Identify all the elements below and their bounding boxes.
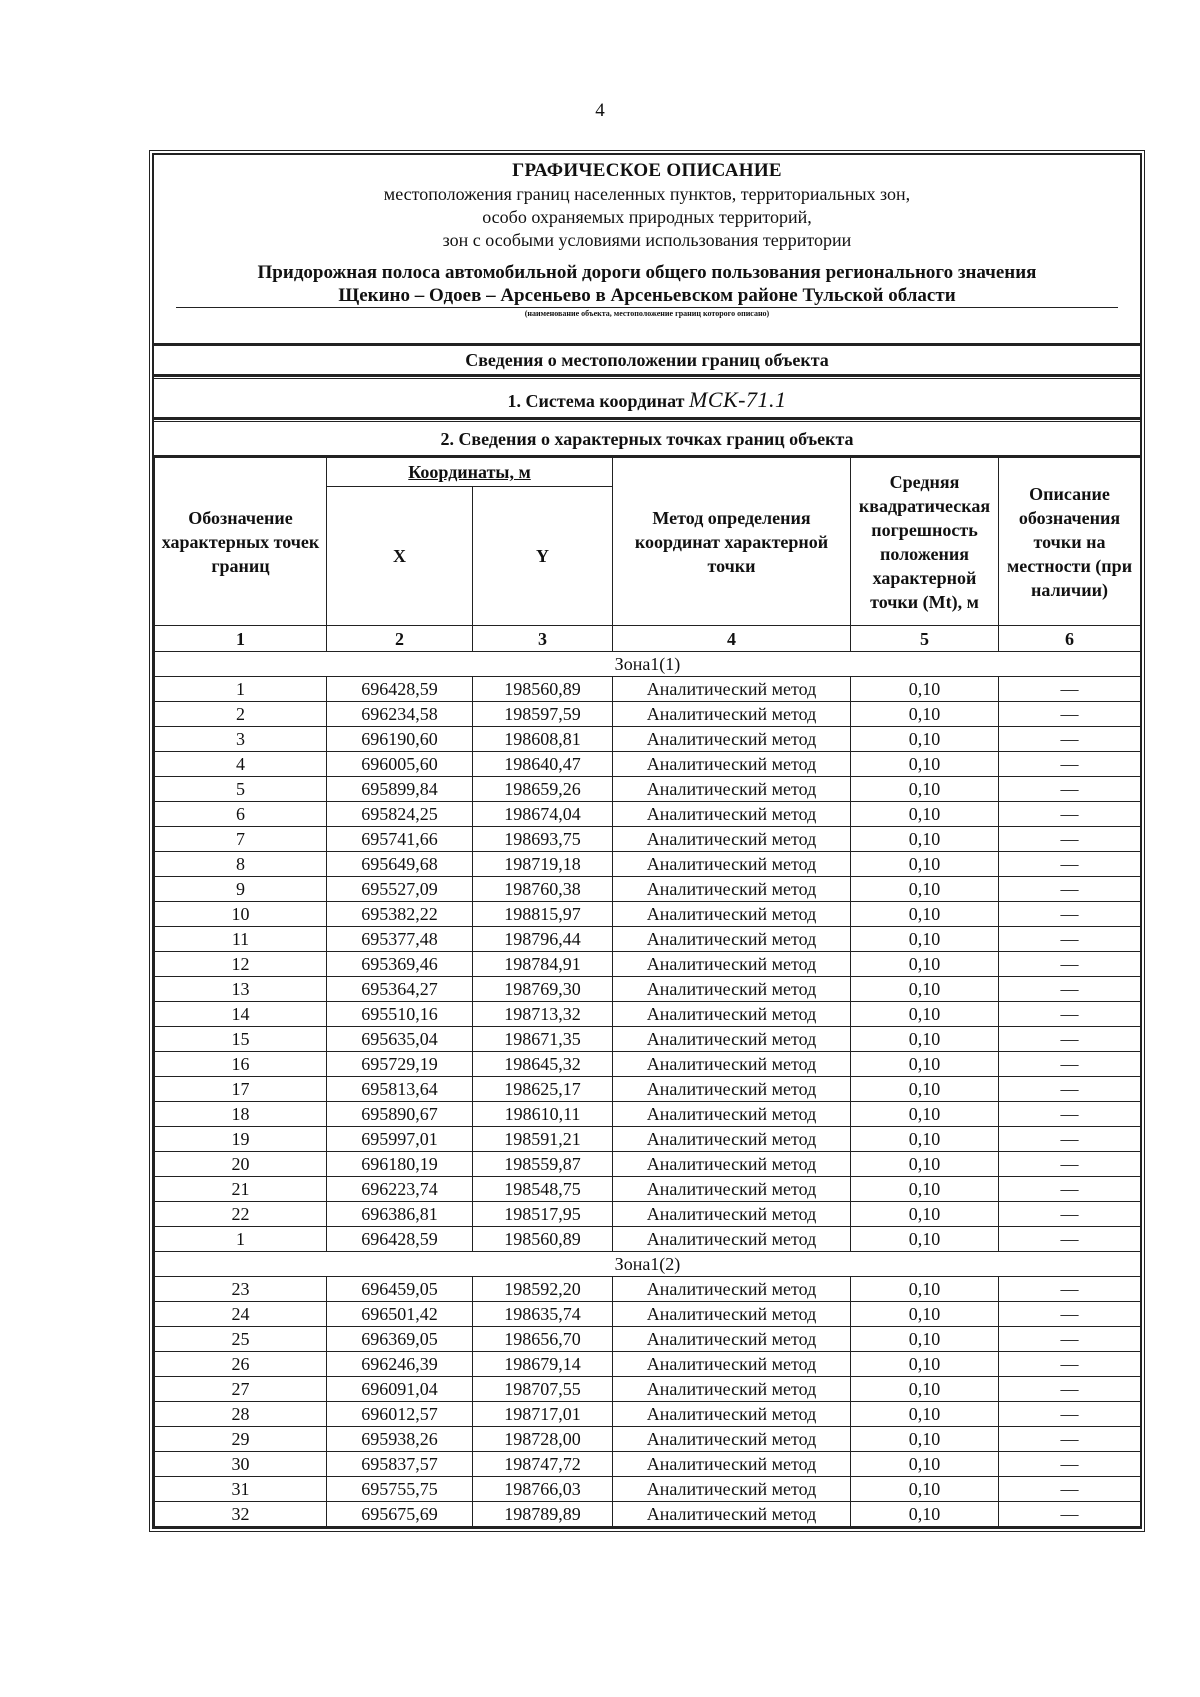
error-cell: 0,10: [851, 877, 999, 902]
error-cell: 0,10: [851, 902, 999, 927]
description-cell: —: [999, 1477, 1141, 1502]
method-cell: Аналитический метод: [613, 1302, 851, 1327]
point-id-cell: 23: [155, 1277, 327, 1302]
table-row: [155, 1277, 1141, 1302]
description-cell: —: [999, 1202, 1141, 1227]
x-coordinate-cell: 695377,48: [327, 927, 473, 952]
y-coordinate-cell: 198640,47: [473, 752, 613, 777]
y-coordinate-cell: 198679,14: [473, 1352, 613, 1377]
zone-label: Зона1(2): [155, 1252, 1141, 1277]
error-cell: 0,10: [851, 1027, 999, 1052]
point-id-cell: 22: [155, 1202, 327, 1227]
table-row: [155, 902, 1141, 927]
x-coordinate-cell: 695369,46: [327, 952, 473, 977]
table-row: [155, 1127, 1141, 1152]
error-cell: 0,10: [851, 752, 999, 777]
error-cell: 0,10: [851, 1127, 999, 1152]
method-cell: Аналитический метод: [613, 802, 851, 827]
column-number: 3: [473, 626, 613, 652]
x-coordinate-cell: 695890,67: [327, 1102, 473, 1127]
y-coordinate-cell: 198747,72: [473, 1452, 613, 1477]
error-cell: 0,10: [851, 1452, 999, 1477]
x-coordinate-cell: 695382,22: [327, 902, 473, 927]
page-number: 4: [595, 100, 605, 121]
point-id-cell: 27: [155, 1377, 327, 1402]
point-id-cell: 28: [155, 1402, 327, 1427]
description-cell: —: [999, 1152, 1141, 1177]
x-coordinate-cell: 695635,04: [327, 1027, 473, 1052]
table-row: [155, 952, 1141, 977]
point-id-cell: 17: [155, 1077, 327, 1102]
x-coordinate-cell: 696091,04: [327, 1377, 473, 1402]
x-coordinate-cell: 695364,27: [327, 977, 473, 1002]
table-row: [155, 802, 1141, 827]
x-coordinate-cell: 696386,81: [327, 1202, 473, 1227]
method-cell: Аналитический метод: [613, 1477, 851, 1502]
table-row: [155, 752, 1141, 777]
point-id-cell: 12: [155, 952, 327, 977]
y-coordinate-cell: 198815,97: [473, 902, 613, 927]
point-id-cell: 3: [155, 727, 327, 752]
table-row: [155, 1452, 1141, 1477]
y-coordinate-cell: 198659,26: [473, 777, 613, 802]
x-coordinate-cell: 695675,69: [327, 1502, 473, 1527]
y-coordinate-cell: 198559,87: [473, 1152, 613, 1177]
y-coordinate-cell: 198608,81: [473, 727, 613, 752]
error-cell: 0,10: [851, 852, 999, 877]
point-id-cell: 9: [155, 877, 327, 902]
method-cell: Аналитический метод: [613, 1352, 851, 1377]
x-coordinate-cell: 696005,60: [327, 752, 473, 777]
object-name-line-2: Щекино – Одоев – Арсеньево в Арсеньевском районе Тульской области: [176, 284, 1118, 308]
table-row: [155, 1027, 1141, 1052]
subtitle-line-3: зон с особыми условиями использования территории: [442, 230, 852, 250]
table-row: [155, 677, 1141, 702]
error-cell: 0,10: [851, 1277, 999, 1302]
table-row: [155, 827, 1141, 852]
description-cell: —: [999, 1502, 1141, 1527]
description-cell: —: [999, 1402, 1141, 1427]
point-id-cell: 4: [155, 752, 327, 777]
x-coordinate-cell: 695837,57: [327, 1452, 473, 1477]
x-coordinate-cell: 695527,09: [327, 877, 473, 902]
table-row: [155, 1327, 1141, 1352]
x-coordinate-cell: 695938,26: [327, 1427, 473, 1452]
point-id-cell: 21: [155, 1177, 327, 1202]
header-y: Y: [473, 487, 613, 626]
header-error: [851, 458, 999, 626]
description-cell: —: [999, 1127, 1141, 1152]
method-cell: Аналитический метод: [613, 827, 851, 852]
coord-system-value: МСК-71.1: [689, 387, 787, 412]
y-coordinate-cell: 198656,70: [473, 1327, 613, 1352]
error-cell: 0,10: [851, 677, 999, 702]
point-id-cell: 25: [155, 1327, 327, 1352]
table-row: [155, 977, 1141, 1002]
x-coordinate-cell: 695649,68: [327, 852, 473, 877]
method-cell: Аналитический метод: [613, 1152, 851, 1177]
description-cell: —: [999, 1052, 1141, 1077]
x-coordinate-cell: 696428,59: [327, 677, 473, 702]
description-cell: —: [999, 777, 1141, 802]
table-row: [155, 1002, 1141, 1027]
description-cell: —: [999, 1027, 1141, 1052]
description-cell: —: [999, 1327, 1141, 1352]
table-row: [155, 1102, 1141, 1127]
error-cell: 0,10: [851, 1427, 999, 1452]
x-coordinate-cell: 696012,57: [327, 1402, 473, 1427]
header-point-designation: Обозначение характерных точек границ: [155, 458, 327, 626]
y-coordinate-cell: 198645,32: [473, 1052, 613, 1077]
error-cell: 0,10: [851, 1227, 999, 1252]
x-coordinate-cell: 695741,66: [327, 827, 473, 852]
header-description: Описание обозначения точки на местности (при наличии): [999, 458, 1141, 626]
error-cell: 0,10: [851, 727, 999, 752]
point-id-cell: 18: [155, 1102, 327, 1127]
error-cell: 0,10: [851, 1402, 999, 1427]
x-coordinate-cell: 696246,39: [327, 1352, 473, 1377]
table-row: [155, 1477, 1141, 1502]
method-cell: Аналитический метод: [613, 1427, 851, 1452]
description-cell: —: [999, 1427, 1141, 1452]
zone-label: Зона1(1): [155, 652, 1141, 677]
error-cell: 0,10: [851, 1352, 999, 1377]
x-coordinate-cell: 696428,59: [327, 1227, 473, 1252]
description-cell: —: [999, 1177, 1141, 1202]
point-id-cell: 1: [155, 677, 327, 702]
point-id-cell: 10: [155, 902, 327, 927]
zone-row: [155, 652, 1141, 677]
method-cell: Аналитический метод: [613, 1177, 851, 1202]
error-cell: 0,10: [851, 1502, 999, 1527]
method-cell: Аналитический метод: [613, 1077, 851, 1102]
y-coordinate-cell: 198784,91: [473, 952, 613, 977]
header-method: Метод определения координат характерной точки: [613, 458, 851, 626]
error-cell: 0,10: [851, 1327, 999, 1352]
error-cell: 0,10: [851, 702, 999, 727]
points-table: [154, 457, 1141, 1527]
method-cell: Аналитический метод: [613, 1277, 851, 1302]
description-cell: —: [999, 877, 1141, 902]
object-caption: (наименование объекта, местоположение границ которого описано): [524, 309, 770, 318]
x-coordinate-cell: 695997,01: [327, 1127, 473, 1152]
x-coordinate-cell: 695824,25: [327, 802, 473, 827]
error-cell: 0,10: [851, 927, 999, 952]
description-cell: —: [999, 677, 1141, 702]
column-number: 2: [327, 626, 473, 652]
x-coordinate-cell: 695510,16: [327, 1002, 473, 1027]
zone-row: [155, 1252, 1141, 1277]
description-cell: —: [999, 702, 1141, 727]
method-cell: Аналитический метод: [613, 777, 851, 802]
object-name-line-1: Придорожная полоса автомобильной дороги общего пользования регионального значения: [257, 262, 1037, 283]
method-cell: Аналитический метод: [613, 977, 851, 1002]
header-x: X: [327, 487, 473, 626]
point-id-cell: 5: [155, 777, 327, 802]
error-cell: 0,10: [851, 802, 999, 827]
method-cell: Аналитический метод: [613, 877, 851, 902]
x-coordinate-cell: 695729,19: [327, 1052, 473, 1077]
method-cell: Аналитический метод: [613, 1327, 851, 1352]
header-coordinates: Координаты, м: [327, 458, 613, 487]
table-row: [155, 1352, 1141, 1377]
y-coordinate-cell: 198789,89: [473, 1502, 613, 1527]
document-frame: [152, 153, 1142, 1529]
point-id-cell: 20: [155, 1152, 327, 1177]
description-cell: —: [999, 902, 1141, 927]
point-id-cell: 2: [155, 702, 327, 727]
header-error-text: Средняя квадратическая погрешность положения характерной точки (Mt), м: [858, 471, 991, 612]
point-id-cell: 19: [155, 1127, 327, 1152]
y-coordinate-cell: 198597,59: [473, 702, 613, 727]
y-coordinate-cell: 198717,01: [473, 1402, 613, 1427]
point-id-cell: 15: [155, 1027, 327, 1052]
x-coordinate-cell: 695755,75: [327, 1477, 473, 1502]
error-cell: 0,10: [851, 1177, 999, 1202]
table-row: [155, 877, 1141, 902]
subtitle-line-2: особо охраняемых природных территорий,: [482, 207, 812, 227]
y-coordinate-cell: 198728,00: [473, 1427, 613, 1452]
description-cell: —: [999, 1377, 1141, 1402]
table-row: [155, 1377, 1141, 1402]
description-cell: —: [999, 727, 1141, 752]
error-cell: 0,10: [851, 1002, 999, 1027]
section-points-info: 2. Сведения о характерных точках границ объекта: [154, 419, 1140, 457]
method-cell: Аналитический метод: [613, 752, 851, 777]
section-location-info: Сведения о местоположении границ объекта: [154, 345, 1140, 376]
point-id-cell: 29: [155, 1427, 327, 1452]
point-id-cell: 1: [155, 1227, 327, 1252]
y-coordinate-cell: 198707,55: [473, 1377, 613, 1402]
coord-system-label: 1. Система координат: [507, 391, 685, 411]
point-id-cell: 30: [155, 1452, 327, 1477]
method-cell: Аналитический метод: [613, 1227, 851, 1252]
method-cell: Аналитический метод: [613, 927, 851, 952]
table-row: [155, 1152, 1141, 1177]
point-id-cell: 8: [155, 852, 327, 877]
y-coordinate-cell: 198548,75: [473, 1177, 613, 1202]
method-cell: Аналитический метод: [613, 1202, 851, 1227]
y-coordinate-cell: 198769,30: [473, 977, 613, 1002]
error-cell: 0,10: [851, 1077, 999, 1102]
y-coordinate-cell: 198796,44: [473, 927, 613, 952]
error-cell: 0,10: [851, 977, 999, 1002]
y-coordinate-cell: 198592,20: [473, 1277, 613, 1302]
section-coordinate-system: [154, 376, 1140, 419]
table-row: [155, 1077, 1141, 1102]
method-cell: Аналитический метод: [613, 1502, 851, 1527]
method-cell: Аналитический метод: [613, 852, 851, 877]
x-coordinate-cell: 695899,84: [327, 777, 473, 802]
method-cell: Аналитический метод: [613, 1102, 851, 1127]
x-coordinate-cell: 696223,74: [327, 1177, 473, 1202]
description-cell: —: [999, 977, 1141, 1002]
error-cell: 0,10: [851, 777, 999, 802]
description-cell: —: [999, 1352, 1141, 1377]
method-cell: Аналитический метод: [613, 1027, 851, 1052]
point-id-cell: 26: [155, 1352, 327, 1377]
error-cell: 0,10: [851, 1152, 999, 1177]
method-cell: Аналитический метод: [613, 902, 851, 927]
error-cell: 0,10: [851, 1477, 999, 1502]
description-cell: —: [999, 827, 1141, 852]
error-cell: 0,10: [851, 827, 999, 852]
y-coordinate-cell: 198610,11: [473, 1102, 613, 1127]
y-coordinate-cell: 198635,74: [473, 1302, 613, 1327]
y-coordinate-cell: 198517,95: [473, 1202, 613, 1227]
x-coordinate-cell: 696369,05: [327, 1327, 473, 1352]
description-cell: —: [999, 1452, 1141, 1477]
table-row: [155, 1302, 1141, 1327]
x-coordinate-cell: 696234,58: [327, 702, 473, 727]
column-number: 5: [851, 626, 999, 652]
error-cell: 0,10: [851, 952, 999, 977]
method-cell: Аналитический метод: [613, 952, 851, 977]
y-coordinate-cell: 198560,89: [473, 1227, 613, 1252]
x-coordinate-cell: 696459,05: [327, 1277, 473, 1302]
method-cell: Аналитический метод: [613, 727, 851, 752]
description-cell: —: [999, 1102, 1141, 1127]
method-cell: Аналитический метод: [613, 677, 851, 702]
y-coordinate-cell: 198719,18: [473, 852, 613, 877]
table-row: [155, 1402, 1141, 1427]
point-id-cell: 6: [155, 802, 327, 827]
description-cell: —: [999, 952, 1141, 977]
table-row: [155, 1427, 1141, 1452]
point-id-cell: 11: [155, 927, 327, 952]
y-coordinate-cell: 198671,35: [473, 1027, 613, 1052]
table-row: [155, 777, 1141, 802]
method-cell: Аналитический метод: [613, 1052, 851, 1077]
table-row: [155, 1177, 1141, 1202]
point-id-cell: 16: [155, 1052, 327, 1077]
description-cell: —: [999, 1077, 1141, 1102]
x-coordinate-cell: 696190,60: [327, 727, 473, 752]
table-row: [155, 1502, 1141, 1527]
y-coordinate-cell: 198674,04: [473, 802, 613, 827]
y-coordinate-cell: 198766,03: [473, 1477, 613, 1502]
x-coordinate-cell: 696180,19: [327, 1152, 473, 1177]
description-cell: —: [999, 1277, 1141, 1302]
point-id-cell: 13: [155, 977, 327, 1002]
y-coordinate-cell: 198713,32: [473, 1002, 613, 1027]
y-coordinate-cell: 198693,75: [473, 827, 613, 852]
table-row: [155, 702, 1141, 727]
description-cell: —: [999, 752, 1141, 777]
point-id-cell: 14: [155, 1002, 327, 1027]
column-number: 1: [155, 626, 327, 652]
column-number: 6: [999, 626, 1141, 652]
point-id-cell: 31: [155, 1477, 327, 1502]
error-cell: 0,10: [851, 1302, 999, 1327]
method-cell: Аналитический метод: [613, 1452, 851, 1477]
description-cell: —: [999, 1227, 1141, 1252]
column-number-row: [155, 626, 1141, 652]
table-row: [155, 1052, 1141, 1077]
point-id-cell: 7: [155, 827, 327, 852]
method-cell: Аналитический метод: [613, 1127, 851, 1152]
point-id-cell: 32: [155, 1502, 327, 1527]
y-coordinate-cell: 198760,38: [473, 877, 613, 902]
method-cell: Аналитический метод: [613, 702, 851, 727]
description-cell: —: [999, 802, 1141, 827]
error-cell: 0,10: [851, 1102, 999, 1127]
description-cell: —: [999, 1002, 1141, 1027]
error-cell: 0,10: [851, 1202, 999, 1227]
description-cell: —: [999, 1302, 1141, 1327]
description-cell: —: [999, 927, 1141, 952]
table-row: [155, 1227, 1141, 1252]
method-cell: Аналитический метод: [613, 1002, 851, 1027]
document-header: [154, 155, 1140, 345]
description-cell: —: [999, 852, 1141, 877]
error-cell: 0,10: [851, 1052, 999, 1077]
table-row: [155, 927, 1141, 952]
subtitle-line-1: местоположения границ населенных пунктов, территориальных зон,: [383, 184, 911, 204]
points-table-body: [155, 652, 1141, 1527]
column-number: 4: [613, 626, 851, 652]
table-row: [155, 727, 1141, 752]
point-id-cell: 24: [155, 1302, 327, 1327]
y-coordinate-cell: 198625,17: [473, 1077, 613, 1102]
method-cell: Аналитический метод: [613, 1402, 851, 1427]
table-row: [155, 1202, 1141, 1227]
x-coordinate-cell: 696501,42: [327, 1302, 473, 1327]
y-coordinate-cell: 198560,89: [473, 677, 613, 702]
document-title: ГРАФИЧЕСКОЕ ОПИСАНИЕ: [512, 160, 782, 181]
method-cell: Аналитический метод: [613, 1377, 851, 1402]
table-row: [155, 852, 1141, 877]
error-cell: 0,10: [851, 1377, 999, 1402]
y-coordinate-cell: 198591,21: [473, 1127, 613, 1152]
x-coordinate-cell: 695813,64: [327, 1077, 473, 1102]
